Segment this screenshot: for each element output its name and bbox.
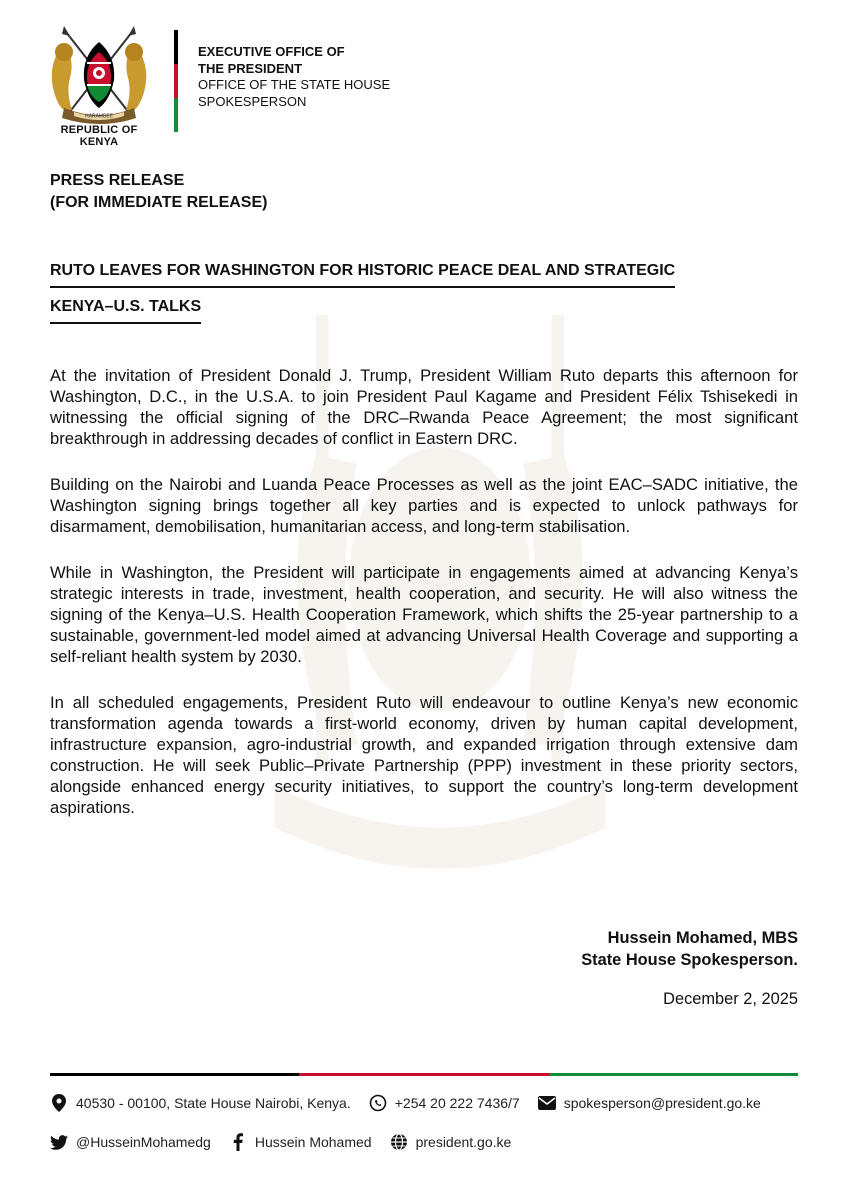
footer-address	[50, 1094, 351, 1112]
signature-block	[581, 927, 798, 971]
kenya-coat-of-arms-logo	[44, 22, 154, 128]
globe-icon	[390, 1133, 408, 1151]
footer-phone[interactable]	[369, 1094, 520, 1112]
svg-text:HARAMBEE: HARAMBEE	[84, 113, 114, 120]
office-line-4: SPOKESPERSON	[198, 93, 307, 109]
twitter-icon	[50, 1133, 68, 1151]
facebook-name[interactable]: Hussein Mohamed	[254, 1134, 372, 1150]
paragraph-4: In all scheduled engagements, President Ruto will endeavour to outline Kenya’s new economic transformation agenda towards a first-world economy, driven by human capital development, infrastructure expansion, agro-industrial growth, and expanded irrigation through extensive dam construction. He will seek Public–Private Partnership (PPP) investment in these priority sectors, alongside enhanced energy security initiatives, to support the country’s long-term development aspirations.	[50, 693, 798, 817]
signatory-title: State House Spokesperson.	[581, 951, 798, 969]
paragraph-1: At the invitation of President Donald J. Trump, President William Ruto departs this afternoon for Washington, D.C., in the U.S.A. to join President Paul Kagame and President Félix Tshisekedi in witnessing the official signing of the DRC–Rwanda Peace Agreement; the most significant breakthrough in addressing decades of conflict in Eastern DRC.	[50, 366, 798, 448]
headline	[50, 262, 800, 334]
email-icon	[538, 1094, 556, 1112]
flag-color-bar	[174, 30, 178, 132]
phone-text[interactable]: +254 20 222 7436/7	[394, 1095, 520, 1111]
paragraph-3: While in Washington, the President will participate in engagements aimed at advancing Kenya’s strategic interests in trade, investment, health cooperation, and security. He will also witness the signing of the Kenya–U.S. Health Cooperation Framework, which shifts the 25-year partnership to a sustainable, government-led model aimed at advancing Universal Health Coverage and supporting a self-reliant health system by 2030.	[50, 563, 798, 666]
office-line-2: THE PRESIDENT	[198, 60, 303, 76]
office-line-1: EXECUTIVE OFFICE OF	[198, 44, 345, 59]
press-release-label: PRESS RELEASE	[50, 172, 185, 189]
office-line-3: OFFICE OF THE STATE HOUSE	[198, 77, 391, 92]
footer-email[interactable]	[538, 1094, 761, 1112]
email-text[interactable]: spokesperson@president.go.ke	[563, 1095, 761, 1111]
location-pin-icon	[50, 1094, 68, 1112]
address-text: 40530 - 00100, State House Nairobi, Kenya.	[76, 1095, 351, 1111]
press-body	[50, 365, 798, 843]
whatsapp-icon	[369, 1094, 387, 1112]
footer-contact-row	[50, 1094, 779, 1112]
signatory-name: Hussein Mohamed, MBS	[607, 929, 798, 947]
release-type	[50, 170, 267, 214]
release-date: December 2, 2025	[663, 990, 798, 1008]
footer-website[interactable]	[390, 1133, 512, 1151]
footer-facebook[interactable]	[229, 1133, 372, 1151]
twitter-handle[interactable]: @HusseinMohamedg	[76, 1134, 211, 1150]
facebook-icon	[229, 1133, 247, 1151]
country-label: REPUBLIC OF KENYA	[60, 124, 138, 148]
footer-social-row	[50, 1133, 529, 1151]
headline-line-2: KENYA–U.S. TALKS	[50, 298, 201, 324]
immediate-release-label: (FOR IMMEDIATE RELEASE)	[50, 194, 268, 211]
footer-twitter[interactable]	[50, 1133, 211, 1151]
website-text[interactable]: president.go.ke	[415, 1134, 512, 1150]
footer-divider	[50, 1073, 798, 1076]
office-title	[198, 44, 390, 110]
paragraph-2: Building on the Nairobi and Luanda Peace Processes as well as the joint EAC–SADC initiative, the Washington signing brings together all key parties and is expected to unlock pathways for disarmament, demobilisation, humanitarian access, and long-term stabilisation.	[50, 475, 798, 536]
headline-line-1: RUTO LEAVES FOR WASHINGTON FOR HISTORIC PEACE DEAL AND STRATEGIC	[50, 262, 675, 288]
